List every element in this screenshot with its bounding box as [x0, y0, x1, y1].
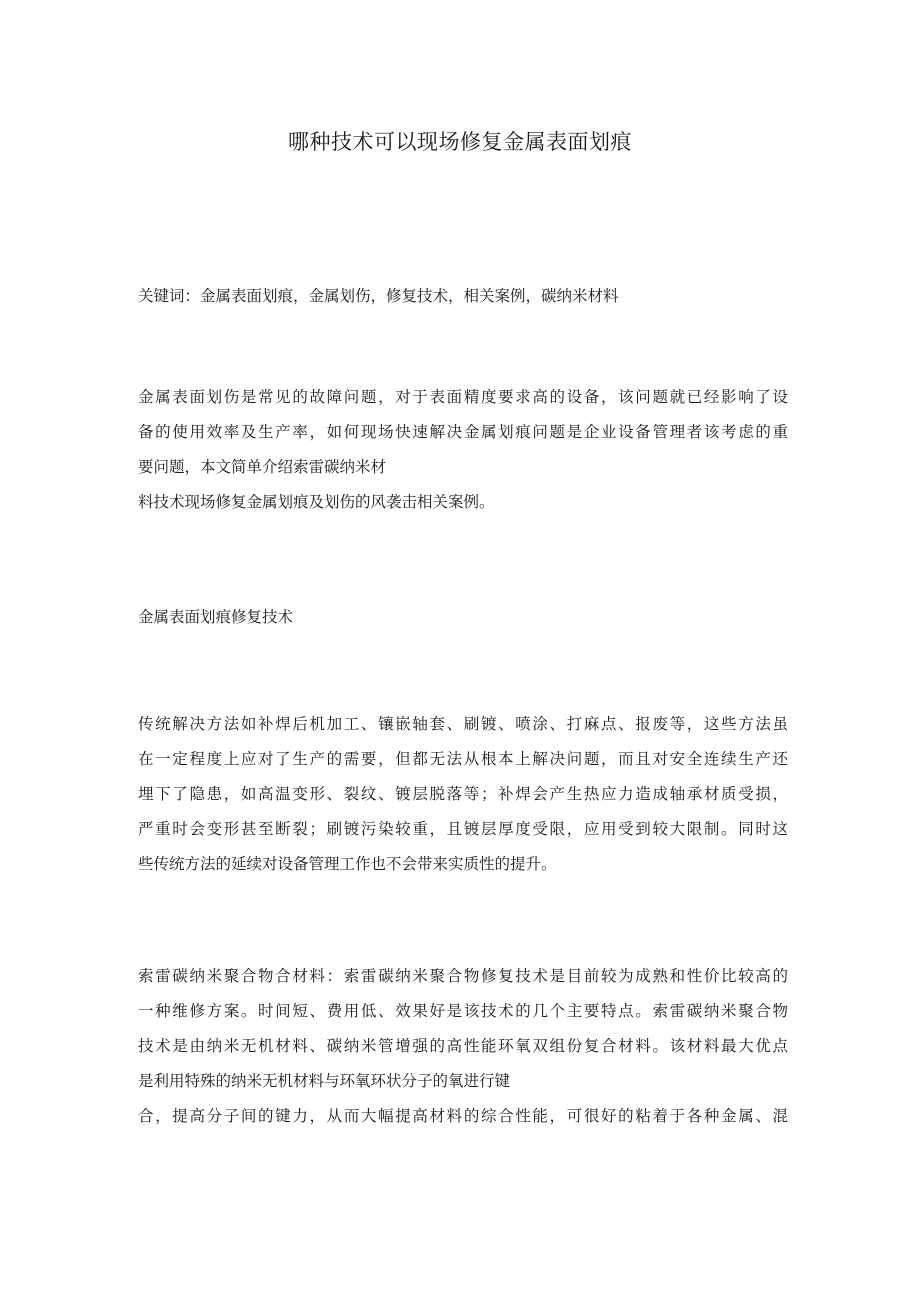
keywords-line — [138, 279, 788, 314]
keywords-text: 关键词：金属表面划痕，金属划伤，修复技术，相关案例，碳纳米材料 — [138, 287, 619, 305]
paragraph-line: 合，提高分子间的键力，从而大幅提高材料的综合性能，可很好的粘着于各种金属、混 — [138, 1107, 788, 1125]
intro-paragraph — [138, 380, 788, 520]
paragraph-line: 料技术现场修复金属划痕及划伤的风袭击相关案例。 — [138, 493, 495, 511]
paragraph-line: 一种维修方案。时间短、费用低、效果好是该技术的几个主要特点。索雷碳纳米聚合物 — [138, 1002, 788, 1020]
paragraph-line: 要问题，本文简单介绍索雷碳纳米材 — [138, 458, 387, 476]
paragraph-line: 索雷碳纳米聚合物合材料：索雷碳纳米聚合物修复技术是目前较为成熟和性价比较高的 — [138, 967, 788, 985]
traditional-methods-paragraph — [138, 707, 788, 882]
paragraph-line: 技术是由纳米无机材料、碳纳米管增强的高性能环氧双组份复合材料。该材料最大优点 — [138, 1037, 788, 1055]
paragraph-line: 金属表面划伤是常见的故障问题，对于表面精度要求高的设备，该问题就已经影响了设 — [138, 388, 788, 406]
section-heading-text: 金属表面划痕修复技术 — [138, 608, 294, 626]
paragraph-line: 在一定程度上应对了生产的需要，但都无法从根本上解决问题，而且对安全连续生产还 — [138, 750, 788, 768]
section-heading — [138, 600, 788, 635]
paragraph-line: 备的使用效率及生产率，如何现场快速解决金属划痕问题是企业设备管理者该考虑的重 — [138, 423, 788, 441]
sorei-material-paragraph — [138, 959, 788, 1134]
paragraph-line: 是利用特殊的纳米无机材料与环氧环状分子的氧进行键 — [138, 1072, 511, 1090]
paragraph-line: 埋下了隐患，如高温变形、裂纹、镀层脱落等；补焊会产生热应力造成轴承材质受损， — [138, 785, 788, 803]
paragraph-line: 传统解决方法如补焊后机加工、镶嵌轴套、刷镀、喷涂、打麻点、报废等，这些方法虽 — [138, 715, 788, 733]
document-title: 哪种技术可以现场修复金属表面划痕 — [288, 130, 632, 154]
paragraph-line: 些传统方法的延续对设备管理工作也不会带来实质性的提升。 — [138, 855, 557, 873]
paragraph-line: 严重时会变形甚至断裂；刷镀污染较重，且镀层厚度受限，应用受到较大限制。同时这 — [138, 820, 788, 838]
